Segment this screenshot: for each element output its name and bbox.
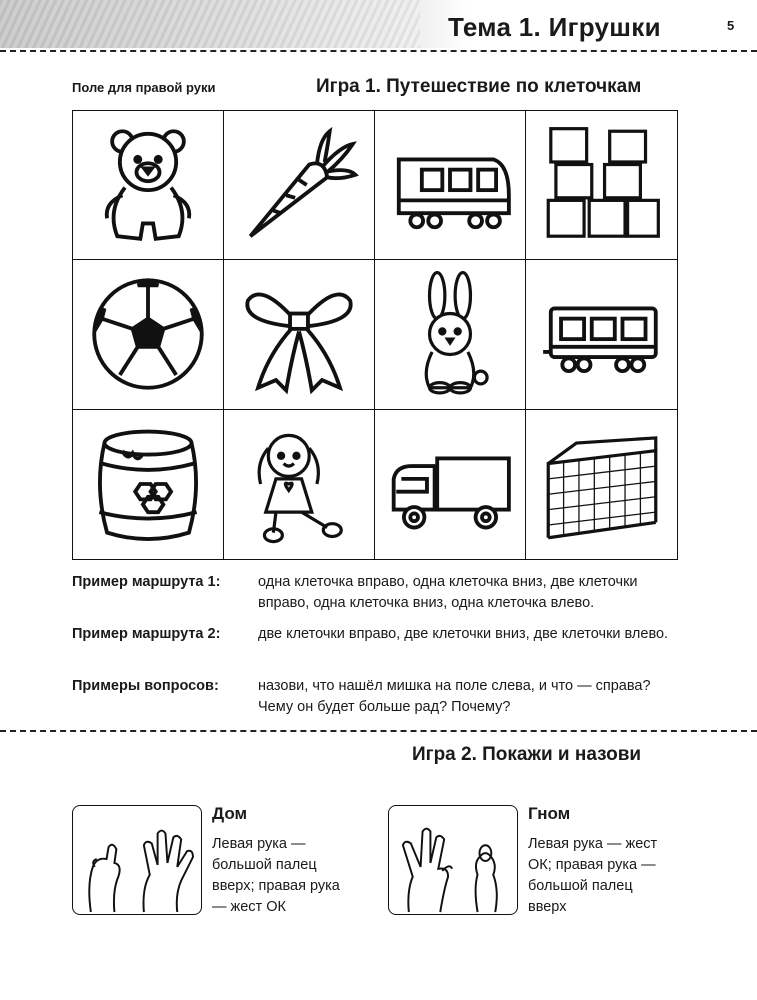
grid-cell-soccer-goal[interactable] — [526, 410, 677, 559]
train-icon — [386, 121, 514, 249]
route-text: две клеточки вправо, две клеточки вниз, две клеточки влево. — [258, 626, 669, 642]
bow-icon — [235, 270, 363, 398]
hands-house-gesture-icon — [73, 806, 201, 914]
toy-blocks-icon — [538, 121, 666, 249]
card-title-gnome: Гном — [528, 804, 571, 823]
picture-grid — [72, 110, 678, 560]
doll-icon — [235, 420, 363, 548]
gesture-card-gnome — [388, 805, 518, 915]
grid-cell-toy-blocks[interactable] — [526, 111, 677, 260]
topic-title: Тема 1. Игрушки — [448, 12, 661, 42]
grid-cell-train-car[interactable] — [526, 260, 677, 409]
route-text: назови, что нашёл мишка на поле слева, и что — справа? Чему он будет больше рад? Почему? — [258, 678, 651, 715]
soccer-goal-icon — [538, 420, 666, 548]
teddy-bear-icon — [84, 121, 212, 249]
bunny-icon — [386, 270, 514, 398]
grid-cell-bow[interactable] — [224, 260, 375, 409]
card-text-gnome: Левая рука — жест ОК; правая рука — большой палец вверх — [528, 836, 658, 915]
honey-barrel-icon — [84, 420, 212, 548]
card-title-house: Дом — [212, 804, 248, 823]
carrot-icon — [235, 121, 363, 249]
grid-cell-truck[interactable] — [375, 410, 526, 559]
grid-cell-teddy-bear[interactable] — [73, 111, 224, 260]
game2-title: Игра 2. Покажи и назови — [412, 744, 642, 765]
route-label: Пример маршрута 2: — [72, 626, 221, 642]
gesture-card-house — [72, 805, 202, 915]
hands-gnome-gesture-icon — [389, 806, 517, 914]
route-label: Пример маршрута 1: — [72, 574, 221, 590]
grid-cell-honey-barrel[interactable] — [73, 410, 224, 559]
field-subtitle: Поле для правой руки — [72, 80, 216, 95]
truck-icon — [386, 420, 514, 548]
card-text-house: Левая рука — большой палец вверх; правая рука — жест ОК — [212, 836, 340, 915]
grid-cell-soccer-ball[interactable] — [73, 260, 224, 409]
grid-cell-bunny[interactable] — [375, 260, 526, 409]
grid-cell-train[interactable] — [375, 111, 526, 260]
soccer-ball-icon — [84, 270, 212, 398]
route-text: одна клеточка вправо, одна клеточка вниз, две клеточки вправо, одна клеточка вниз, одна клеточка влево. — [258, 574, 638, 611]
grid-cell-carrot[interactable] — [224, 111, 375, 260]
game1-title: Игра 1. Путешествие по клеточкам — [316, 76, 642, 97]
page-number: 5 — [727, 18, 735, 33]
grid-cell-doll[interactable] — [224, 410, 375, 559]
section-divider — [0, 730, 757, 732]
route-label: Примеры вопросов: — [72, 678, 219, 694]
header-divider — [0, 50, 757, 52]
train-car-icon — [538, 270, 666, 398]
